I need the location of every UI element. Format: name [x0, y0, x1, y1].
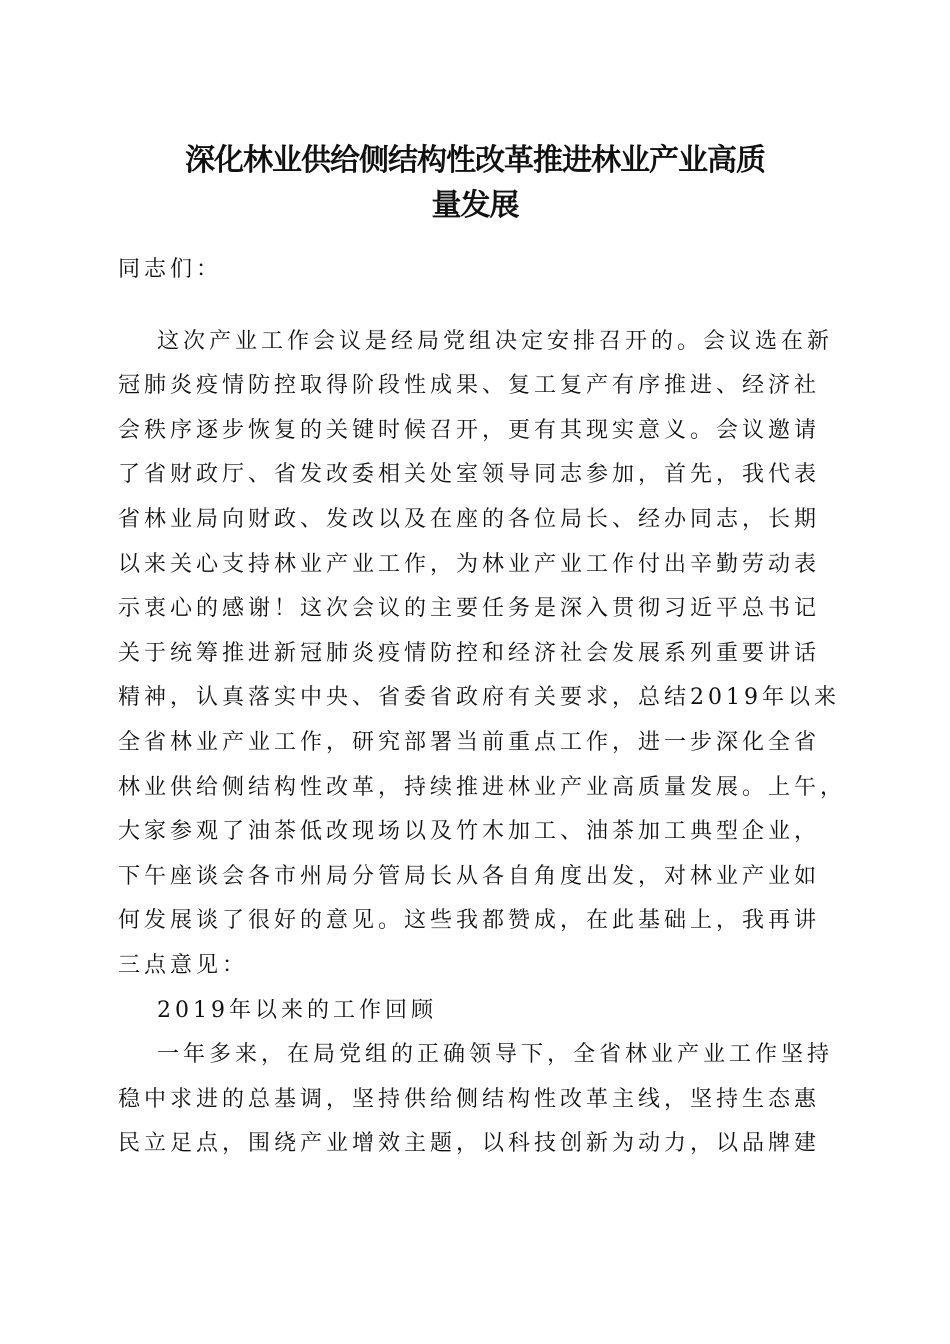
- text-line: 何发展谈了很好的意见。这些我都赞成，在此基础上，我再讲: [118, 908, 821, 934]
- section-heading: 2019年以来的工作回顾: [157, 997, 437, 1023]
- text-line: 全省林业产业工作，研究部署当前重点工作，进一步深化全省: [118, 729, 821, 755]
- title-line: 量发展: [431, 188, 519, 223]
- text-line: 这次产业工作会议是经局党组决定安排召开的。会议选在新: [157, 328, 834, 354]
- text-line: 会秩序逐步恢复的关键时候召开，更有其现实意义。会议邀请: [118, 417, 821, 443]
- text-line: 示衷心的感谢！这次会议的主要任务是深入贯彻习近平总书记: [118, 596, 821, 622]
- text-line: 大家参观了油茶低改现场以及竹木加工、油茶加工典型企业，: [118, 819, 821, 845]
- document-title: [100, 138, 850, 228]
- paragraph-intro: [118, 320, 858, 989]
- text-line: 稳中求进的总基调，坚持供给侧结构性改革主线，坚持生态惠: [118, 1086, 821, 1112]
- salutation: 同志们：: [118, 257, 223, 282]
- text-line: 了省财政厅、省发改委相关处室领导同志参加，首先，我代表: [118, 462, 821, 488]
- text-line: 一年多来，在局党组的正确领导下，全省林业产业工作坚持: [157, 1042, 834, 1068]
- text-line: 下午座谈会各市州局分管局长从各自角度出发，对林业产业如: [118, 863, 821, 889]
- paragraph-review: [118, 1033, 858, 1167]
- text-line: 冠肺炎疫情防控取得阶段性成果、复工复产有序推进、经济社: [118, 373, 821, 399]
- text-line: 省林业局向财政、发改以及在座的各位局长、经办同志，长期: [118, 506, 821, 532]
- title-line: 深化林业供给侧结构性改革推进林业产业高质: [185, 143, 765, 178]
- text-line: 林业供给侧结构性改革，持续推进林业产业高质量发展。上午，: [118, 774, 847, 800]
- text-line: 民立足点，围绕产业增效主题，以科技创新为动力，以品牌建: [118, 1131, 821, 1157]
- text-line: 精神，认真落实中央、省委省政府有关要求，总结2019年以来: [118, 685, 840, 711]
- document-body: [118, 248, 858, 1167]
- text-line: 三点意见：: [118, 952, 249, 978]
- text-line: 关于统筹推进新冠肺炎疫情防控和经济社会发展系列重要讲话: [118, 640, 821, 666]
- text-line: 以来关心支持林业产业工作，为林业产业工作付出辛勤劳动表: [118, 551, 821, 577]
